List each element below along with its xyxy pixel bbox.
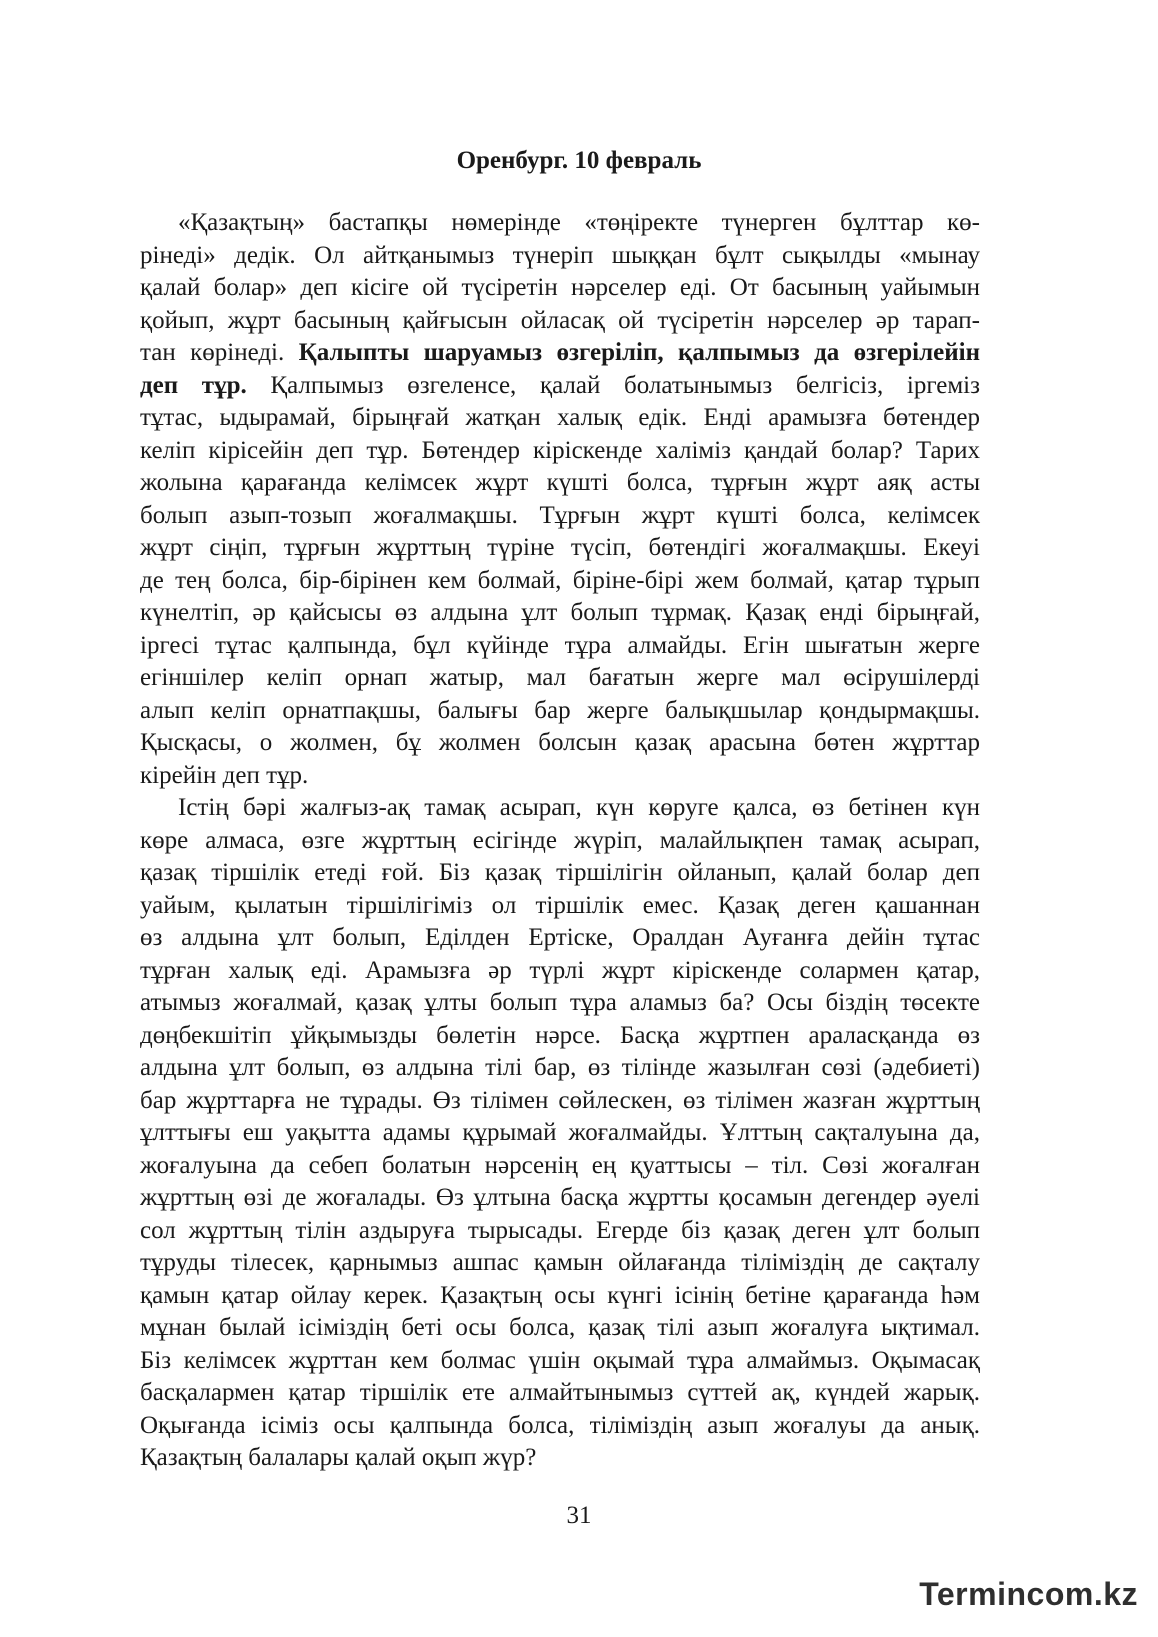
text-span: Қалпымыз өзгеленсе, қалай болатынымыз белгісіз, іргеміз bbox=[246, 371, 980, 399]
text-line: де тең болса, бір-бірінен кем болмай, біріне-бірі жем болмай, қатар тұрып bbox=[140, 566, 980, 594]
watermark-logo bbox=[919, 1576, 1138, 1620]
text-line: қойып, жұрт басының қайғысын ойласақ ой түсіретін нәрселер әр тарап- bbox=[140, 306, 980, 334]
text-line: сол жұрттың тілін аздыруға тырысады. Егерде біз қазақ деген ұлт болып bbox=[140, 1216, 980, 1244]
text-line bbox=[140, 370, 980, 403]
text-line: атымыз жоғалмай, қазақ ұлты болып тұра аламыз ба? Осы біздің төсекте bbox=[140, 989, 980, 1016]
article-body bbox=[140, 207, 980, 1475]
text-line: жоғалуына да себеп болатын нәрсенің ең қуаттысы – тіл. Сөзі жоғалған bbox=[140, 1151, 980, 1179]
text-line: іргесі тұтас қалпында, бұл күйінде тұра алмайды. Егін шығатын жерге bbox=[140, 631, 980, 659]
text-line: болып азып-тозып жоғалмақшы. Тұрғын жұрт күшті болса, келімсек bbox=[140, 501, 980, 529]
emphasis-text: деп тұр. bbox=[140, 371, 247, 399]
text-line: «Қазақтың» бастапқы нөмерінде «төңіректе түнерген бұлттар кө- bbox=[178, 209, 980, 236]
text-line: рінеді» дедік. Ол айтқанымыз түнеріп шыққан бұлт сықылды «мынау bbox=[140, 241, 980, 269]
text-line: қамын қатар ойлау керек. Қазақтың осы күнгі ісінің бетіне қарағанда һәм bbox=[140, 1281, 980, 1309]
text-line: мұнан былай ісіміздің беті осы болса, қазақ тілі азып жоғалуға ықтимал. bbox=[140, 1314, 980, 1341]
text-line: уайым, қылатын тіршілігіміз ол тіршілік емес. Қазақ деген қашаннан bbox=[140, 891, 980, 919]
text-line: келіп кірісейін деп тұр. Бөтендер кіріскенде халіміз қандай болар? Тарих bbox=[140, 436, 980, 464]
text-line: алып келіп орнатпақшы, балығы бар жерге балықшылар қондырмақшы. bbox=[140, 696, 980, 724]
text-line: дөңбекшітіп ұйқымызды бөлетін нәрсе. Басқа жұртпен араласқанда өз bbox=[140, 1021, 980, 1049]
article-title: Оренбург. 10 февраль bbox=[456, 147, 702, 174]
text-line: көре алмаса, өзге жұрттың есігінде жүріп, малайлықпен тамақ асырап, bbox=[140, 826, 980, 854]
text-line: күнелтіп, әр қайсысы өз алдына ұлт болып тұрмақ. Қазақ енді бірыңғай, bbox=[140, 599, 980, 626]
text-line bbox=[140, 337, 980, 370]
text-line: Қазақтың балалары қалай оқып жүр? bbox=[140, 1444, 537, 1471]
text-line: басқалармен қатар тіршілік ете алмайтынымыз сүттей ақ, күндей жарық. bbox=[140, 1379, 980, 1406]
text-line: кірейін деп тұр. bbox=[140, 761, 309, 789]
text-line: қазақ тіршілік етеді ғой. Біз қазақ тіршілігін ойланып, қалай болар деп bbox=[140, 859, 980, 886]
text-line: Оқығанда ісіміз осы қалпында болса, тіліміздің азып жоғалуы да анық. bbox=[140, 1411, 980, 1439]
text-line: жолына қарағанда келімсек жұрт күшті болса, тұрғын жұрт аяқ асты bbox=[140, 469, 980, 496]
text-line: жұрт сіңіп, тұрғын жұрттың түріне түсіп, бөтендігі жоғалмақшы. Екеуі bbox=[140, 534, 980, 561]
text-line: тұрған халық еді. Арамызға әр түрлі жұрт кіріскенде солармен қатар, bbox=[140, 956, 980, 984]
text-line: Қысқасы, о жолмен, бұ жолмен болсын қазақ арасына бөтен жұрттар bbox=[140, 729, 980, 756]
text-span: тан көрінеді. bbox=[140, 339, 299, 366]
text-line: ұлттығы еш уақытта адамы құрымай жоғалмайды. Ұлттың сақталуына да, bbox=[140, 1119, 980, 1146]
text-line: Істің бәрі жалғыз-ақ тамақ асырап, күн көруге қалса, өз бетінен күн bbox=[178, 794, 980, 821]
watermark-text: Termincom.kz bbox=[919, 1576, 1138, 1612]
page-number: 31 bbox=[566, 1502, 592, 1529]
text-line: жұрттың өзі де жоғалады. Өз ұлтына басқа жұртты қосамын дегендер әуелі bbox=[140, 1184, 980, 1211]
text-line: тұтас, ыдырамай, бірыңғай жатқан халық едік. Енді арамызға бөтендер bbox=[140, 404, 980, 431]
text-line: қалай болар» деп кісіге ой түсіретін нәрселер еді. От басының уайымын bbox=[140, 274, 980, 301]
emphasis-text: Қалыпты шаруамыз өзгеріліп, қалпымыз да өзгерілейін bbox=[298, 339, 981, 366]
text-line: егіншілер келіп орнап жатыр, мал бағатын жерге мал өсірушілерді bbox=[140, 664, 980, 691]
text-line: Біз келімсек жұрттан кем болмас үшін оқымай тұра алмаймыз. Оқымасақ bbox=[140, 1346, 980, 1374]
text-line: өз алдына ұлт болып, Еділден Ертіске, Оралдан Ауғанға дейін тұтас bbox=[140, 924, 980, 951]
text-line: алдына ұлт болып, өз алдына тілі бар, өз тілінде жазылған сөзі (әдебиеті) bbox=[140, 1054, 980, 1081]
text-line: тұруды тілесек, қарнымыз ашпас қамын ойлағанда тіліміздің де сақталу bbox=[140, 1249, 980, 1276]
text-line: бар жұрттарға не тұрады. Өз тілімен сөйлескен, өз тілімен жазған жұрттың bbox=[140, 1086, 980, 1114]
